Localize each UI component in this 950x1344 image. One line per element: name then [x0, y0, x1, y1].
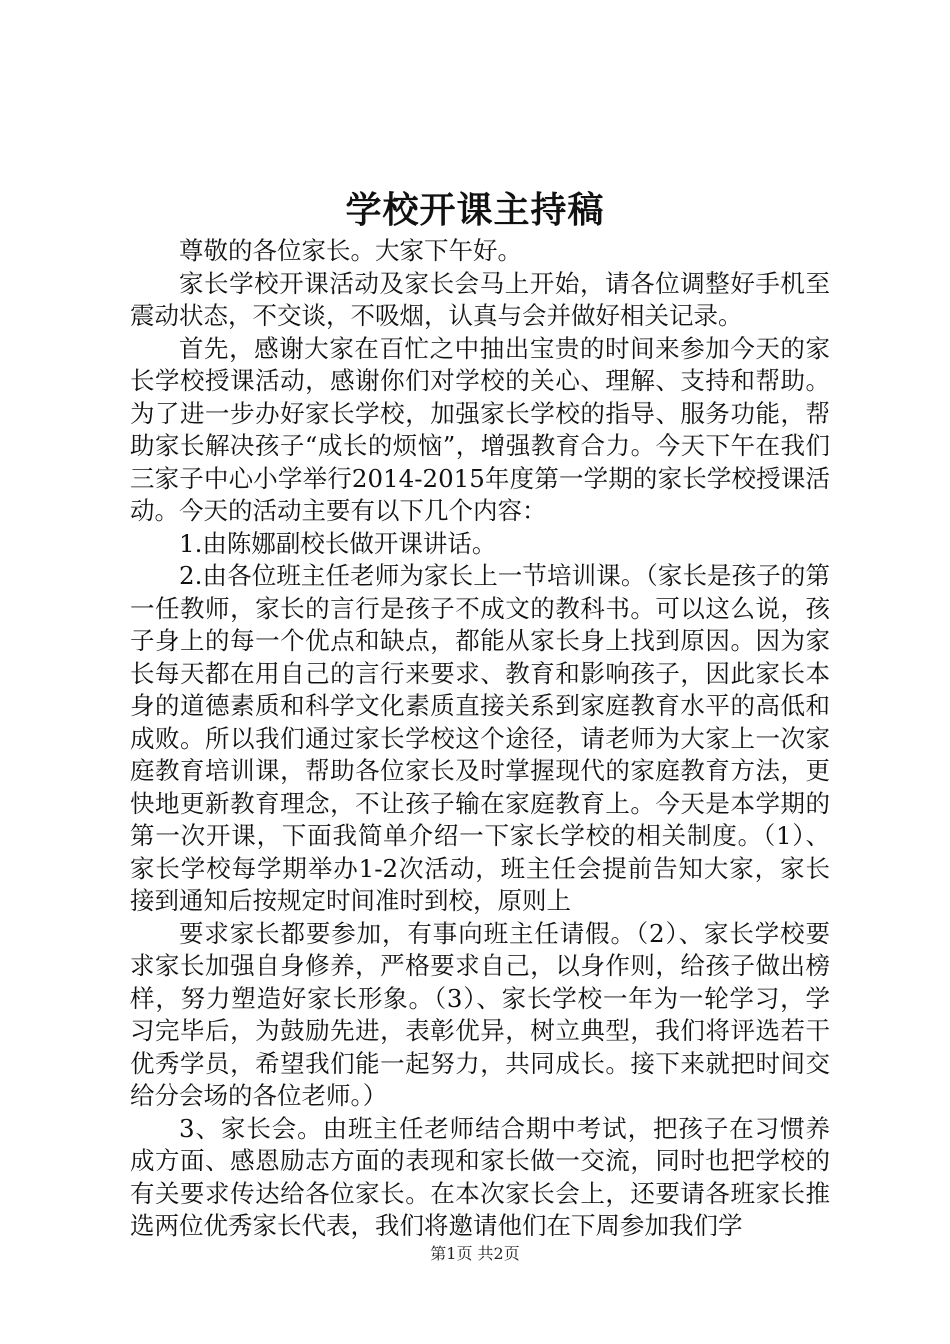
paragraph-item-3: 3、家长会。由班主任老师结合期中考试，把孩子在习惯养成方面、感恩励志方面的表现和家长做一交流，同时也把学校的有关要求传达给各位家长。在本次家长会上，还要请各班家长推选两位优秀家长代表，我们将邀请他们在下周参加我们学 — [130, 1113, 830, 1240]
document-body — [130, 235, 830, 1243]
paragraph-greeting: 尊敬的各位家长。大家下午好。 — [179, 236, 522, 265]
paragraph-item-2: 2.由各位班主任老师为家长上一节培训课。（家长是孩子的第一任教师，家长的言行是孩子不成文的教科书。可以这么说，孩子身上的每一个优点和缺点，都能从家长身上找到原因。因为家长每天都在用自己的言行来要求、教育和影响孩子，因此家长本身的道德素质和科学文化素质直接关系到家庭教育水平的高低和成败。所以我们通过家长学校这个途径，请老师为大家上一次家庭教育培训课，帮助各位家长及时掌握现代的家庭教育方法，更快地更新教育理念，不让孩子输在家庭教育上。今天是本学期的第一次开课，下面我简单介绍一下家长学校的相关制度。（1）、家长学校每学期举办1-2次活动，班主任会提前告知大家，家长接到通知后按规定时间准时到校，原则上 — [130, 561, 830, 915]
paragraph-opening-notice: 家长学校开课活动及家长会马上开始，请各位调整好手机至震动状态，不交谈，不吸烟，认真与会并做好相关记录。 — [130, 268, 830, 330]
paragraph-item-2-continued: 要求家长都要参加，有事向班主任请假。（2）、家长学校要求家长加强自身修养，严格要求自己，以身作则，给孩子做出榜样，努力塑造好家长形象。（3）、家长学校一年为一轮学习，学习完毕后，为鼓励先进，表彰优异，树立典型，我们将评选若干优秀学员，希望我们能一起努力，共同成长。接下来就把时间交给分会场的各位老师。） — [130, 918, 830, 1110]
paragraph-item-1: 1.由陈娜副校长做开课讲话。 — [179, 528, 497, 558]
page-number-footer: 第1页 共2页 — [430, 1244, 520, 1263]
paragraph-thanks: 首先，感谢大家在百忙之中抽出宝贵的时间来参加今天的家长学校授课活动，感谢你们对学校的关心、理解、支持和帮助。为了进一步办好家长学校，加强家长学校的指导、服务功能，帮助家长解决孩子“成长的烦恼”，增强教育合力。今天下午在我们三家子中心小学举行2014-2015年度第一学期的家长学校授课活动。今天的活动主要有以下几个内容： — [130, 333, 830, 525]
document-title: 学校开课主持稿 — [345, 189, 605, 231]
